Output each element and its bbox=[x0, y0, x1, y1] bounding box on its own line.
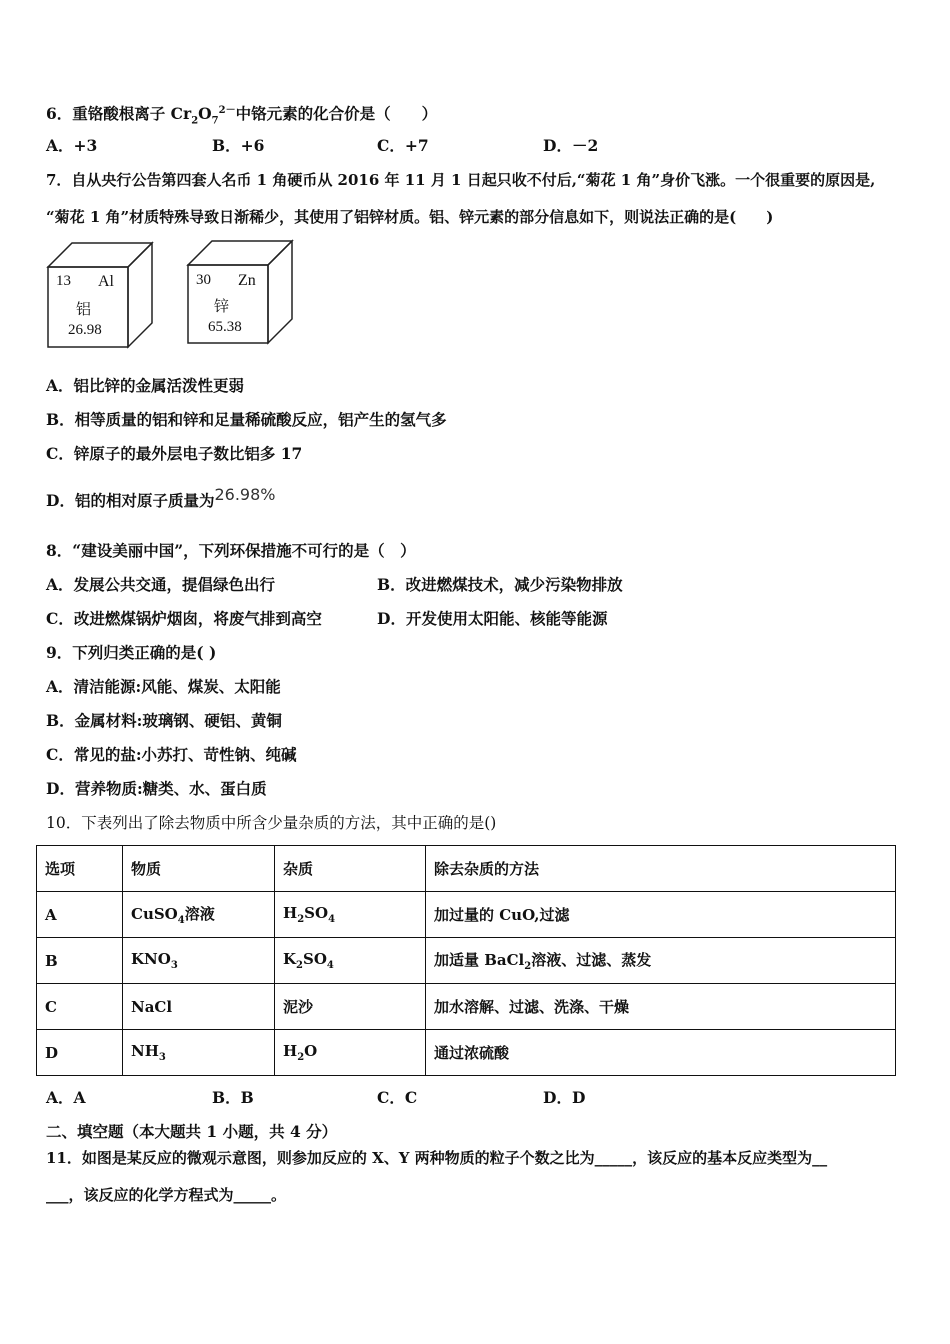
zn-name: 锌 bbox=[214, 297, 230, 315]
q6-stem: 6．重铬酸根离子 $Cr_2O_7^{2-}$中铬元素的化合价是（ ） bbox=[46, 104, 438, 127]
table-cell: $NH_3$ bbox=[123, 1030, 275, 1076]
section-title: 二、填空题（本大题共 1 小题，共 4 分） bbox=[46, 1122, 338, 1141]
zn-mass: 65.38 bbox=[208, 319, 242, 335]
q9-option-c[interactable]: C．常见的盐:小苏打、苛性钠、纯碱 bbox=[46, 745, 297, 764]
q8-option-b[interactable]: B．改进燃煤技术，减少污染物排放 bbox=[377, 575, 623, 594]
table-cell: CuSO$_4$溶液 bbox=[123, 892, 275, 938]
q9-stem: 9．下列归类正确的是( ) bbox=[46, 643, 217, 662]
al-atomic-number: 13 bbox=[56, 273, 71, 289]
al-cube-icon bbox=[48, 243, 158, 348]
table-cell: $KNO_3$ bbox=[123, 938, 275, 984]
table-cell: C bbox=[37, 984, 123, 1030]
table-cell: D bbox=[37, 1030, 123, 1076]
q11-stem-line2: ___，该反应的化学方程式为_____。 bbox=[46, 1186, 287, 1204]
table-header: 选项 bbox=[37, 846, 123, 892]
zn-symbol: Zn bbox=[238, 272, 256, 289]
q10-option-c[interactable]: C．C bbox=[377, 1088, 418, 1107]
q6-option-a[interactable]: A．+3 bbox=[46, 136, 98, 155]
table-cell: 加水溶解、过滤、洗涤、干燥 bbox=[426, 984, 896, 1030]
table-cell: A bbox=[37, 892, 123, 938]
q7-option-c[interactable]: C．锌原子的最外层电子数比铝多 17 bbox=[46, 444, 303, 463]
q8-option-c[interactable]: C．改进燃煤锅炉烟囱，将废气排到高空 bbox=[46, 609, 322, 628]
q9-option-d[interactable]: D．营养物质:糖类、水、蛋白质 bbox=[46, 779, 267, 798]
table-cell: 加适量 BaCl$_2$溶液、过滤、蒸发 bbox=[426, 938, 896, 984]
q8-stem: 8．“建设美丽中国”，下列环保措施不可行的是（ ） bbox=[46, 541, 416, 560]
element-card-al bbox=[48, 243, 158, 352]
q7-option-b[interactable]: B．相等质量的铝和锌和足量稀硫酸反应，铝产生的氢气多 bbox=[46, 410, 447, 429]
q8-option-d[interactable]: D．开发使用太阳能、核能等能源 bbox=[377, 609, 608, 628]
q8-option-a[interactable]: A．发展公共交通，提倡绿色出行 bbox=[46, 575, 276, 594]
table-cell: NaCl bbox=[123, 984, 275, 1030]
table-header: 物质 bbox=[123, 846, 275, 892]
table-cell: $K_2SO_4$ bbox=[275, 938, 426, 984]
q7-stem-line2: “菊花 1 角”材质特殊导致日渐稀少，其使用了铝锌材质。铝、锌元素的部分信息如下，则说法正确的是( ) bbox=[46, 208, 774, 226]
q9-option-b[interactable]: B．金属材料:玻璃钢、硬铝、黄铜 bbox=[46, 711, 282, 730]
q7-option-a[interactable]: A．铝比锌的金属活泼性更弱 bbox=[46, 376, 245, 395]
table-cell: $H_2SO_4$ bbox=[275, 892, 426, 938]
table-header: 杂质 bbox=[275, 846, 426, 892]
al-symbol: Al bbox=[98, 273, 114, 290]
table-row bbox=[37, 938, 896, 984]
table-row bbox=[37, 892, 896, 938]
table-cell: 加过量的 CuO,过滤 bbox=[426, 892, 896, 938]
q10-stem: 10．下表列出了除去物质中所含少量杂质的方法，其中正确的是() bbox=[46, 814, 497, 832]
q10-option-d[interactable]: D．D bbox=[543, 1088, 586, 1107]
q6-option-d[interactable]: D．－2 bbox=[543, 136, 599, 155]
table-cell: B bbox=[37, 938, 123, 984]
zn-atomic-number: 30 bbox=[196, 272, 211, 288]
element-card-zn bbox=[188, 241, 298, 350]
q10-table bbox=[36, 845, 896, 1076]
q9-option-a[interactable]: A．清洁能源:风能、煤炭、太阳能 bbox=[46, 677, 281, 696]
q7-stem-line1: 7．自从央行公告第四套人名币 1 角硬币从 2016 年 11 月 1 日起只收不付后,“菊花 1 角”身价飞涨。一个很重要的原因是, bbox=[46, 171, 876, 189]
table-row bbox=[37, 1030, 896, 1076]
table-cell: 泥沙 bbox=[275, 984, 426, 1030]
q10-option-b[interactable]: B．B bbox=[212, 1088, 254, 1107]
q11-stem-line1: 11．如图是某反应的微观示意图，则参加反应的 X、Y 两种物质的粒子个数之比为_____，该反应的基本反应类型为__ bbox=[46, 1149, 828, 1167]
q10-option-a[interactable]: A．A bbox=[46, 1088, 86, 1107]
table-cell: $H_2O$ bbox=[275, 1030, 426, 1076]
q6-option-b[interactable]: B．+6 bbox=[212, 136, 265, 155]
table-header: 除去杂质的方法 bbox=[426, 846, 896, 892]
table-header-row bbox=[37, 846, 896, 892]
q6-option-c[interactable]: C．+7 bbox=[377, 136, 429, 155]
zn-cube-icon bbox=[188, 241, 298, 346]
table-cell: 通过浓硫酸 bbox=[426, 1030, 896, 1076]
al-mass: 26.98 bbox=[68, 322, 102, 338]
table-row bbox=[37, 984, 896, 1030]
q7-option-d[interactable]: D．铝的相对原子质量为26.98% bbox=[46, 485, 276, 510]
q7-option-d-value: 26.98% bbox=[214, 485, 276, 504]
al-name: 铝 bbox=[76, 300, 92, 318]
